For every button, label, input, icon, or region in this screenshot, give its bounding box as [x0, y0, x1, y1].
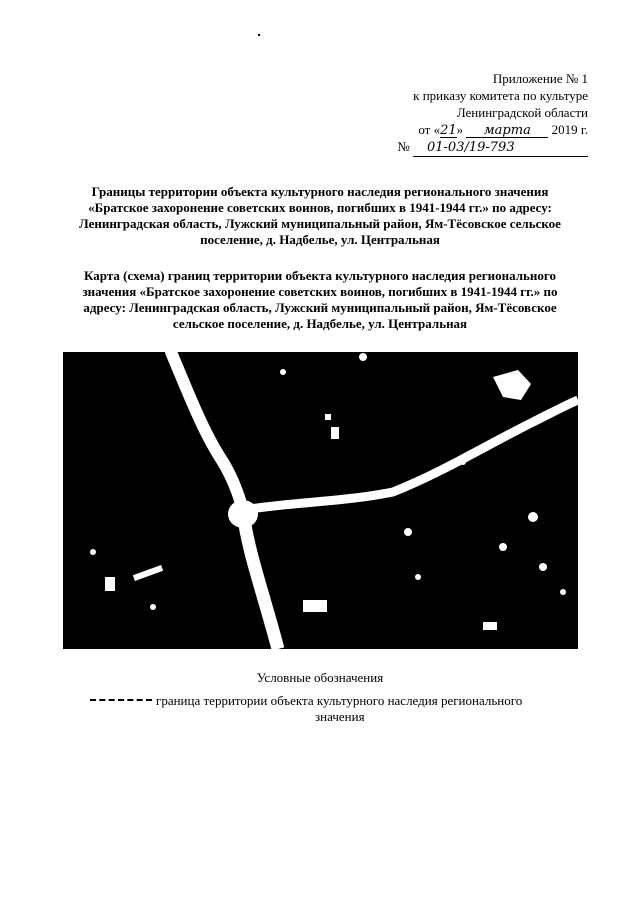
patch-12	[539, 563, 547, 571]
patch-4	[105, 577, 115, 591]
number-value: 01-03/19-793	[413, 139, 588, 157]
date-day: 21	[440, 123, 457, 138]
appendix-header	[397, 70, 588, 157]
patch-9	[404, 528, 412, 536]
patch-2	[331, 427, 339, 439]
map-title: Карта (схема) границ территории объекта культурного наследия регионального значения «Братское захоронение советских воинов, погибших в 1941-1944 гг.» по адресу: Ленинградская область, Лужский муниципальный район, Ям-Тёсовское сельское поселение, д. Надбелье, ул. Центральная	[82, 268, 558, 331]
road-junction	[228, 500, 258, 528]
patch-7	[483, 622, 497, 630]
appendix-line-2: к приказу комитета по культуре	[413, 88, 588, 103]
patch-17	[460, 459, 466, 465]
patch-11	[415, 574, 421, 580]
legend-item	[90, 693, 576, 725]
patch-8	[528, 512, 538, 522]
appendix-line-1: Приложение № 1	[492, 71, 588, 86]
aerial-map	[63, 352, 578, 649]
date-month: марта	[466, 124, 548, 138]
appendix-line-3: Ленинградской области	[456, 105, 588, 120]
patch-15	[90, 549, 96, 555]
boundary-dash-symbol	[90, 699, 152, 701]
patch-10	[359, 353, 367, 361]
patch-16	[280, 369, 286, 375]
patch-6	[303, 600, 327, 612]
legend-item-text-cont: значения	[315, 709, 365, 724]
date-mid: »	[456, 122, 464, 137]
legend-item-text: граница территории объекта культурного наследия регионального	[156, 693, 523, 708]
date-prefix: от «	[418, 122, 441, 137]
patch-3	[325, 414, 331, 420]
patch-13	[560, 589, 566, 595]
patch-14	[150, 604, 156, 610]
document-title: Границы территории объекта культурного наследия регионального значения «Братское захоронение советских воинов, погибших в 1941-1944 гг.» по адресу: Ленинградская область, Лужский муниципальный район, Ям-Тёсовское сельское поселение, д. Надбелье, ул. Центральная	[79, 184, 561, 247]
appendix-number	[397, 138, 588, 157]
appendix-date	[397, 121, 588, 138]
number-prefix: №	[397, 139, 410, 154]
scan-speck	[258, 34, 260, 36]
aerial-map-image	[63, 352, 578, 649]
patch-18	[499, 543, 507, 551]
legend-heading: Условные обозначения	[256, 670, 384, 685]
date-year: 2019 г.	[551, 122, 588, 137]
